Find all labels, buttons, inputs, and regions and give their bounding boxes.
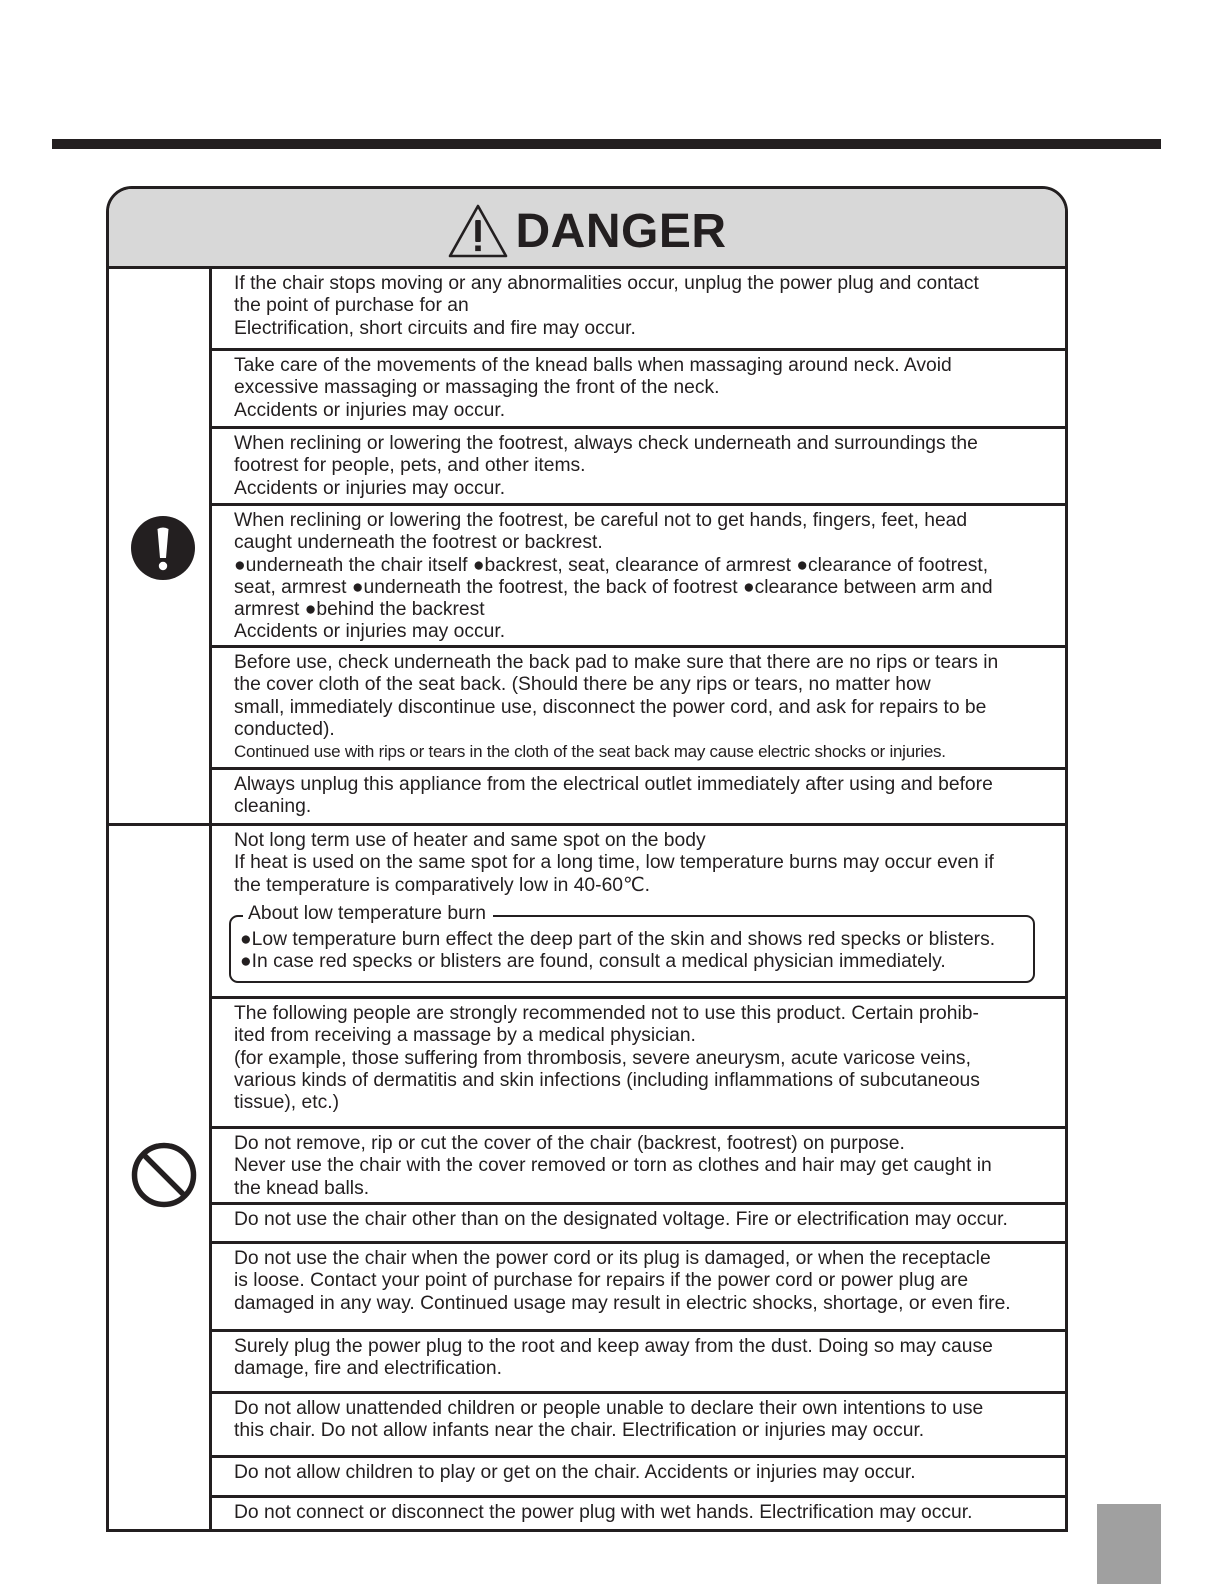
row-text: Do not connect or disconnect the power plug with wet hands. Electrification may occur. (234, 1502, 973, 1523)
row-text: Accidents or injuries may occur. (234, 399, 506, 421)
row-text: Do not use the chair when the power cord or its plug is damaged, or when the receptacle (234, 1248, 991, 1269)
row-text: ited from receiving a massage by a medical physician. (234, 1025, 696, 1047)
row-text: various kinds of dermatitis and skin infections (including inflammations of subcutaneous (234, 1069, 980, 1091)
danger-row (212, 429, 1065, 506)
row-text: small, immediately discontinue use, disconnect the power cord, and ask for repairs to be (234, 696, 987, 718)
row-text: damage, fire and electrification. (234, 1358, 502, 1380)
row-text: Electrification, short circuits and fire may occur. (234, 317, 636, 339)
row-text: Before use, check underneath the back pad to make sure that there are no rips or tears in (234, 652, 999, 673)
row-text: Never use the chair with the cover removed or torn as clothes and hair may get caught in (234, 1155, 992, 1177)
danger-row (212, 1205, 1065, 1244)
row-note: Continued use with rips or tears in the cloth of the seat back may cause electric shocks or injuries. (234, 742, 946, 762)
row-text: Do not allow children to play or get on the chair. Accidents or injuries may occur. (234, 1462, 916, 1483)
row-text: Always unplug this appliance from the electrical outlet immediately after using and before (234, 774, 993, 795)
row-text: this chair. Do not allow infants near the chair. Electrification or injuries may occur. (234, 1420, 925, 1442)
exclamation-icon (131, 516, 195, 580)
row-text: cleaning. (234, 796, 312, 818)
row-text: the point of purchase for an (234, 295, 469, 317)
row-text: conducted). (234, 718, 335, 740)
row-text: If the chair stops moving or any abnormalities occur, unplug the power plug and contact (234, 273, 979, 294)
row-text: Do not use the chair other than on the designated voltage. Fire or electrification may occur. (234, 1209, 1008, 1230)
danger-row (212, 1498, 1065, 1532)
danger-row (212, 1129, 1065, 1205)
row-text: armrest ●behind the backrest (234, 599, 485, 621)
mandatory-icon-cell (109, 269, 212, 825)
box-title: About low temperature burn (243, 903, 493, 925)
danger-row (212, 1394, 1065, 1458)
row-text: Do not allow unattended children or people unable to declare their own intentions to use (234, 1398, 984, 1419)
danger-row (212, 770, 1065, 826)
danger-header (109, 189, 1065, 269)
row-text: the cover cloth of the seat back. (Should there be any rips or tears, no matter how (234, 674, 931, 696)
row-text: ●underneath the chair itself ●backrest, seat, clearance of armrest ●clearance of footrest, (234, 554, 989, 576)
low-temp-burn-box (229, 902, 1035, 984)
danger-row (212, 1458, 1065, 1498)
row-text: footrest for people, pets, and other items. (234, 455, 586, 477)
row-text: If heat is used on the same spot for a long time, low temperature burns may occur even if (234, 852, 994, 874)
box-item: ●In case red specks or blisters are found, consult a medical physician immediately. (240, 951, 946, 973)
row-text: When reclining or lowering the footrest, always check underneath and surroundings the (234, 433, 978, 454)
row-text: the knead balls. (234, 1177, 370, 1199)
box-item: ●Low temperature burn effect the deep part of the skin and shows red specks or blisters. (240, 928, 996, 950)
danger-panel (106, 186, 1068, 1532)
danger-row (212, 506, 1065, 648)
danger-title: DANGER (515, 204, 727, 258)
danger-row (212, 1332, 1065, 1394)
danger-row (212, 826, 1065, 999)
row-text: Accidents or injuries may occur. (234, 477, 506, 499)
row-text: Accidents or injuries may occur. (234, 621, 506, 643)
row-text: (for example, those suffering from thrombosis, severe aneurysm, acute varicose veins, (234, 1047, 971, 1069)
row-text: Surely plug the power plug to the root and keep away from the dust. Doing so may cause (234, 1336, 993, 1357)
row-text: Do not remove, rip or cut the cover of the chair (backrest, footrest) on purpose. (234, 1133, 905, 1154)
danger-row (212, 648, 1065, 770)
danger-row (212, 1244, 1065, 1332)
row-text: Not long term use of heater and same spot on the body (234, 830, 706, 851)
row-text: excessive massaging or massaging the front of the neck. (234, 377, 720, 399)
danger-row (212, 269, 1065, 351)
row-text: is loose. Contact your point of purchase for repairs if the power cord or power plug are (234, 1270, 969, 1292)
row-text: the temperature is comparatively low in 40-60℃. (234, 874, 651, 896)
danger-row (212, 351, 1065, 429)
top-rule (52, 139, 1161, 149)
danger-row (212, 999, 1065, 1129)
row-text: seat, armrest ●underneath the footrest, the back of footrest ●clearance between arm and (234, 576, 993, 598)
row-text: damaged in any way. Continued usage may result in electric shocks, shortage, or even fire. (234, 1292, 1011, 1314)
row-text: Take care of the movements of the knead balls when massaging around neck. Avoid (234, 355, 952, 376)
prohibited-icon-cell (109, 826, 212, 1532)
row-text: The following people are strongly recommended not to use this product. Certain prohib- (234, 1003, 979, 1024)
prohibition-icon (131, 1142, 197, 1208)
warning-triangle-icon (447, 203, 509, 259)
row-text: caught underneath the footrest or backrest. (234, 532, 603, 554)
row-text: When reclining or lowering the footrest, be careful not to get hands, fingers, feet, head (234, 510, 968, 531)
row-text: tissue), etc.) (234, 1092, 340, 1114)
page-corner-tab (1097, 1504, 1161, 1584)
